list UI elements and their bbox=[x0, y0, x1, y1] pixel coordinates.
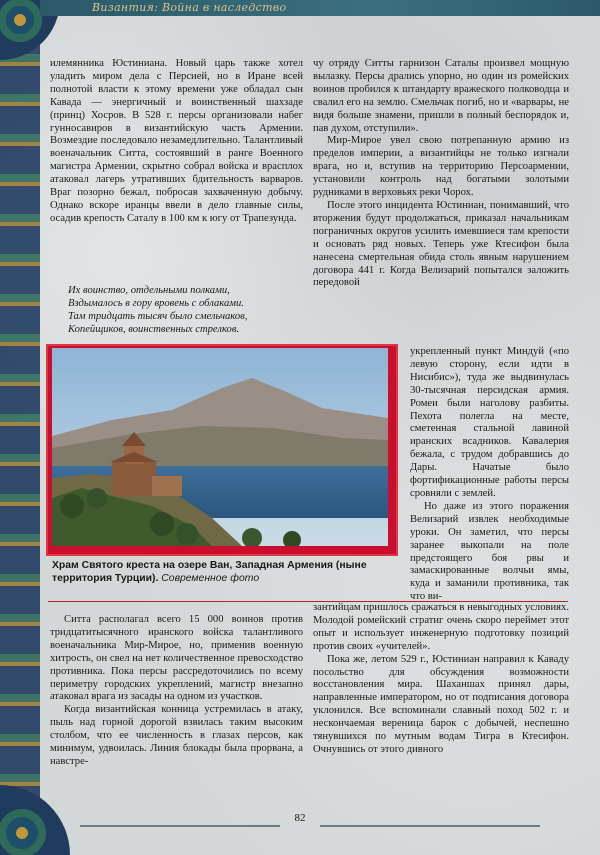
caption-title: Храм Святого креста на озере Ван, Западная Армения (ныне территория Турции). bbox=[52, 560, 367, 584]
page-number: 82 bbox=[294, 812, 306, 824]
folio-rule-left bbox=[80, 825, 280, 827]
column-right-bottom bbox=[313, 602, 569, 757]
paragraph: Но даже из этого поражения Велизарий извлек необходимые уроки. Он заметил, что персы заранее выкопали на поле предстоящего боя рвы и замаскированные волчьи ямы, куда и заманили противника, так что ви- bbox=[410, 500, 569, 603]
column-left-top bbox=[50, 58, 303, 226]
church-lake-van-photo bbox=[52, 348, 388, 546]
paragraph: илемянника Юстиниана. Новый царь также хотел уладить миром дела с Персией, но в Иране всей полнотой власти к этому времени уже обладал сын Кавада — энергичный и воинственный шахзаде (принц) Хосров. В 528 г. персы организовали набег гунносавиров в византийскую часть Армении. Возмездие последовало незамедлительно. Талантливый военачальник Ситта, состоявший в ранге Военного магистра Армении, скрытно собрал войска и врасплох атаковал лагерь утративших бдительность варваров. Враг позорно бежал, побросав захваченную добычу. Однако вскоре иранцы ввели в дело главные силы, осадив крепость Саталу в 100 км к югу от Трапезунда. bbox=[50, 58, 303, 224]
column-right-top bbox=[313, 58, 569, 290]
paragraph: зантийцам пришлось сражаться в невыгодных условиях. Молодой ромейский стратиг очень скоро переймет этот опыт и использует инженерную подготовку позиций против своих «учителей». bbox=[313, 602, 569, 652]
paragraph: укрепленный пункт Миндуй («по левую сторону, если идти в Нисибис»), туда же выдвинулась 30-тысячная персидская армия. Ромеи были наголову разбиты. Пехота полегла на месте, сметенная стальной лавиной иранских всадников. Кавалерия бежала, с трудом добравшись до Дары. Начатые было фортификационные работы персы сровняли с землей. bbox=[410, 346, 569, 499]
photo-illustration bbox=[52, 348, 388, 546]
paragraph: Пока же, летом 529 г., Юстиниан направил к Каваду посольство для обсуждения возможности восстановления мира. Шаханшах принял дары, направленные императором, но от подписания договора уклонился. Все вспоминали славный поход 502 г. и нескончаемая вереница барок с добычей, неспешно тянувшихся по мутным водам Тигра в Ктесифон. Очнувшись от этого дивного bbox=[313, 653, 569, 755]
caption-note: Современное фото bbox=[161, 572, 260, 584]
column-right-middle bbox=[410, 346, 569, 604]
folio-rule-right bbox=[320, 825, 540, 827]
paragraph: Ситта располагал всего 15 000 воинов против тридцатитысячного иранского войска талантливого военачальника Мир-Мироe, но, применив военную хитрость, он свел на нет количественное превосходство противника. Пока персы рассредоточились по всему периметру городских укреплений, магистр внезапно атаковал врага из засады на одном из участков. bbox=[50, 614, 303, 703]
verse-line: Копейщиков, воинственных стрелков. bbox=[68, 324, 240, 335]
verse-line: Вздымалось в гору вровень с облаками. bbox=[68, 298, 244, 309]
paragraph: чу отряду Ситты гарнизон Саталы произвел мощную вылазку. Персы дрались упорно, но один из ромейских воинов пробился к штандарту вражеского полководца и свалил его на землю. Смельчак погиб, но и «варвары, не видя больше знамени, пришли в полный беспорядок и, пав духом, отступили». bbox=[313, 58, 569, 134]
verse-line: Их воинство, отдельными полками, bbox=[68, 285, 230, 296]
verse-quote bbox=[68, 284, 308, 336]
verse-line: Там тридцать тысяч было смельчаков, bbox=[68, 311, 248, 322]
ornament-border-left bbox=[0, 0, 40, 855]
running-head: Византия: Война в наследство bbox=[92, 1, 287, 14]
paragraph: Мир-Мироe увел свою потрепанную армию из пределов империи, а византийцы не только изгнали врага, но и, вступив на территорию Персоармении, установили контроль над богатыми золотыми рудниками в верховьях реки Чорох. bbox=[313, 135, 569, 199]
paragraph: Когда византийская конница устремилась в атаку, пыль над горной дорогой взвилась таким высоким столбом, что ее численность в глазах персов, как минимум, удвоилась. Линия блокады была прорвана, а навстре- bbox=[50, 704, 303, 767]
photo-caption bbox=[52, 560, 388, 585]
paragraph: После этого инцидента Юстиниан, понимавший, что вторжения будут продолжаться, приказал начальникам пограничных округов усилить имевшиеся там крепости и основать ряд новых. Теперь уже Ктесифон была нанесена смертельная обида столь явным нарушением договора 441 г. Когда Велизарий попытался заложить передовой bbox=[313, 199, 569, 289]
column-left-bottom bbox=[50, 614, 303, 769]
